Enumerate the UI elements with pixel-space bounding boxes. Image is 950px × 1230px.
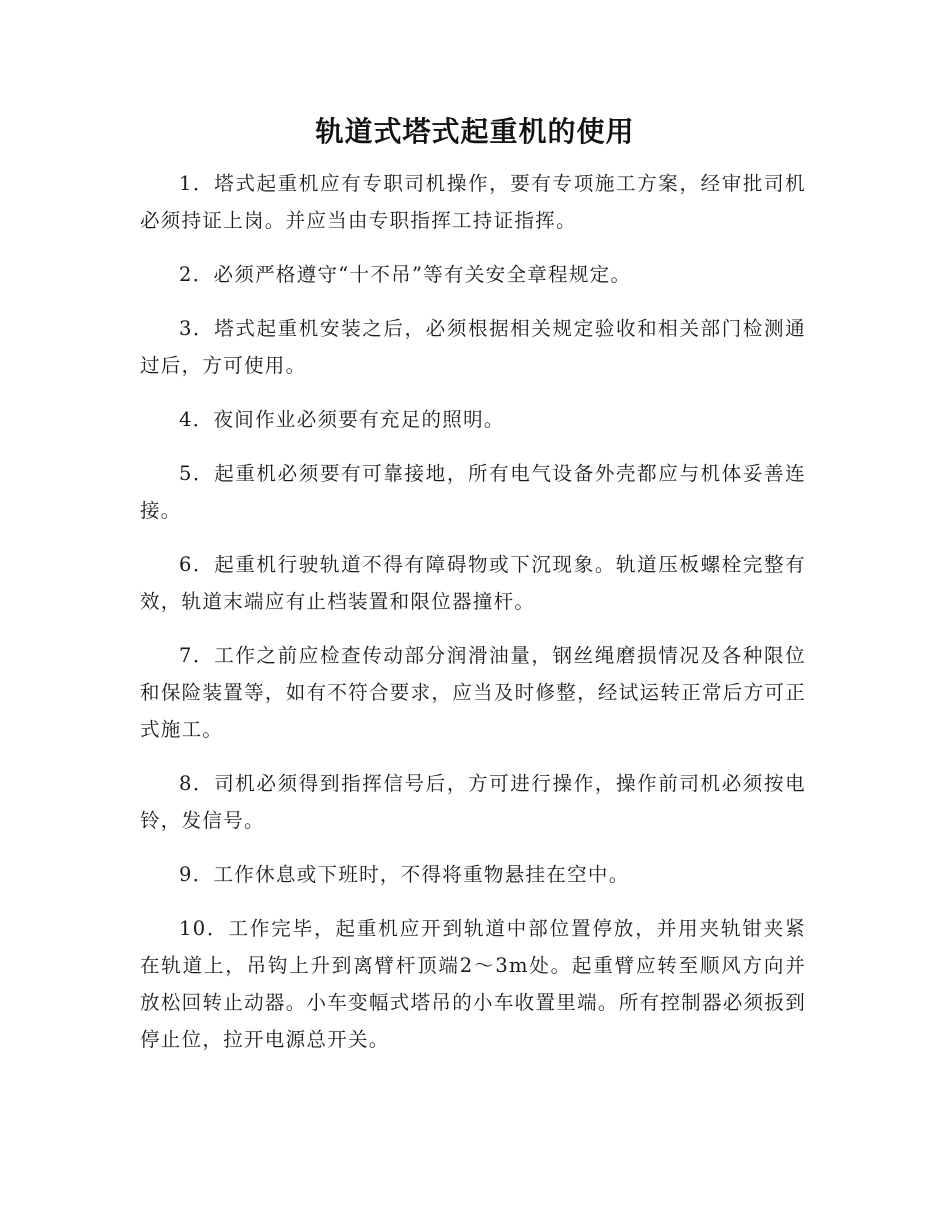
paragraph-9: 9．工作休息或下班时，不得将重物悬挂在空中。 <box>179 863 630 886</box>
document-title: 轨道式塔式起重机的使用 <box>315 115 635 148</box>
paragraph-5: 5．起重机必须要有可靠接地，所有电气设备外壳都应与机体妥善连接。 <box>140 462 806 522</box>
paragraph-10: 10．工作完毕，起重机应开到轨道中部位置停放，并用夹轨钳夹紧在轨道上，吊钩上升到离臂杆顶端2～3m处。起重臂应转至顺风方向并放松回转止动器。小车变幅式塔吊的小车收置里端。所有控制器必须扳到停止位，拉开电源总开关。 <box>140 917 806 1051</box>
paragraph-8: 8．司机必须得到指挥信号后，方可进行操作，操作前司机必须按电铃，发信号。 <box>140 772 806 832</box>
paragraph-7: 7．工作之前应检查传动部分润滑油量，钢丝绳磨损情况及各种限位和保险装置等，如有不符合要求，应当及时修整，经试运转正常后方可正式施工。 <box>140 644 806 741</box>
paragraph-1: 1．塔式起重机应有专职司机操作，要有专项施工方案，经审批司机必须持证上岗。并应当由专职指挥工持证指挥。 <box>140 172 806 232</box>
paragraph-6: 6．起重机行驶轨道不得有障碍物或下沉现象。轨道压板螺栓完整有效，轨道末端应有止档装置和限位器撞杆。 <box>140 553 806 613</box>
paragraph-2: 2．必须严格遵守“十不吊”等有关安全章程规定。 <box>179 263 632 286</box>
document-body <box>140 165 806 1075</box>
paragraph-4: 4．夜间作业必须要有充足的照明。 <box>179 408 505 431</box>
paragraph-3: 3．塔式起重机安装之后，必须根据相关规定验收和相关部门检测通过后，方可使用。 <box>140 317 806 377</box>
